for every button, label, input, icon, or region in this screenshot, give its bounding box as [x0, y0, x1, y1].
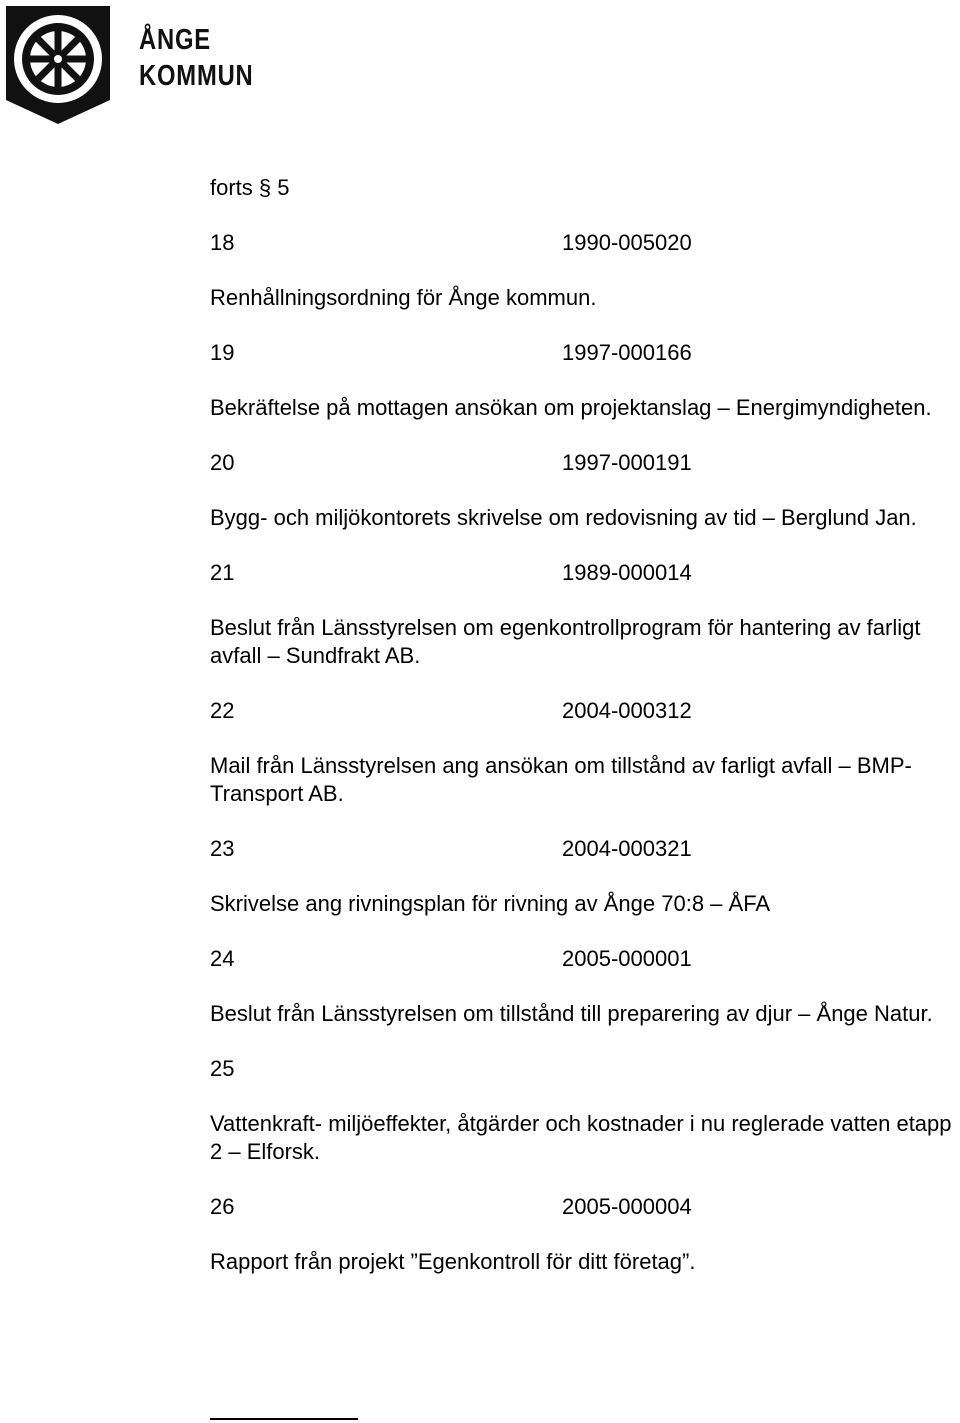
entry-header	[210, 339, 960, 367]
logo-wordmark	[139, 22, 254, 94]
entry-number: 19	[210, 340, 235, 365]
list-item	[210, 945, 960, 1028]
entry-reference: 1990-005020	[562, 230, 692, 255]
entry-reference: 2005-000001	[562, 946, 692, 971]
list-item	[210, 1055, 960, 1166]
list-item	[210, 1193, 960, 1276]
section-heading: forts § 5	[210, 175, 290, 200]
entry-description: Beslut från Länsstyrelsen om tillstånd till preparering av djur – Ånge Natur.	[210, 1001, 933, 1026]
entry-header	[210, 1055, 960, 1083]
entry-number: 21	[210, 560, 235, 585]
wheel-seal-icon	[2, 2, 114, 126]
entry-description: Bekräftelse på mottagen ansökan om projektanslag – Energimyndigheten.	[210, 395, 932, 420]
entry-number: 24	[210, 946, 235, 971]
entry-reference: 1989-000014	[562, 560, 692, 585]
entry-header	[210, 697, 960, 725]
entry-header	[210, 559, 960, 587]
municipality-logo	[0, 0, 260, 130]
entry-description: Beslut från Länsstyrelsen om egenkontrollprogram för hantering av farligt avfall – Sundfrakt AB.	[210, 615, 921, 668]
list-item	[210, 229, 960, 312]
entry-reference: 2004-000312	[562, 698, 692, 723]
entry-number: 26	[210, 1194, 235, 1219]
entry-description: Bygg- och miljökontorets skrivelse om redovisning av tid – Berglund Jan.	[210, 505, 917, 530]
entry-description: Renhållningsordning för Ånge kommun.	[210, 285, 597, 310]
list-item	[210, 835, 960, 918]
list-item	[210, 697, 960, 808]
logo-line-2: KOMMUN	[139, 60, 254, 92]
entry-description: Mail från Länsstyrelsen ang ansökan om tillstånd av farligt avfall – BMP-Transport AB.	[210, 753, 912, 806]
entry-number: 20	[210, 450, 235, 475]
entry-description: Skrivelse ang rivningsplan för rivning av Ånge 70:8 – ÅFA	[210, 891, 771, 916]
entry-header	[210, 945, 960, 973]
entry-reference: 1997-000191	[562, 450, 692, 475]
entry-reference: 2004-000321	[562, 836, 692, 861]
logo-line-1: ÅNGE	[139, 24, 211, 56]
entry-number: 22	[210, 698, 235, 723]
list-item	[210, 339, 960, 422]
entry-number: 25	[210, 1056, 235, 1081]
entry-number: 18	[210, 230, 235, 255]
footnote-divider	[210, 1418, 358, 1420]
entry-description: Vattenkraft- miljöeffekter, åtgärder och kostnader i nu reglerade vatten etapp 2 – Elforsk.	[210, 1111, 952, 1164]
entry-header	[210, 449, 960, 477]
entry-reference: 2005-000004	[562, 1194, 692, 1219]
list-item	[210, 559, 960, 670]
entry-reference: 1997-000166	[562, 340, 692, 365]
entry-description: Rapport från projekt ”Egenkontroll för ditt företag”.	[210, 1249, 696, 1274]
entry-number: 23	[210, 836, 235, 861]
entry-header	[210, 835, 960, 863]
document-body	[210, 174, 960, 1303]
entry-header	[210, 229, 960, 257]
entry-header	[210, 1193, 960, 1221]
list-item	[210, 449, 960, 532]
